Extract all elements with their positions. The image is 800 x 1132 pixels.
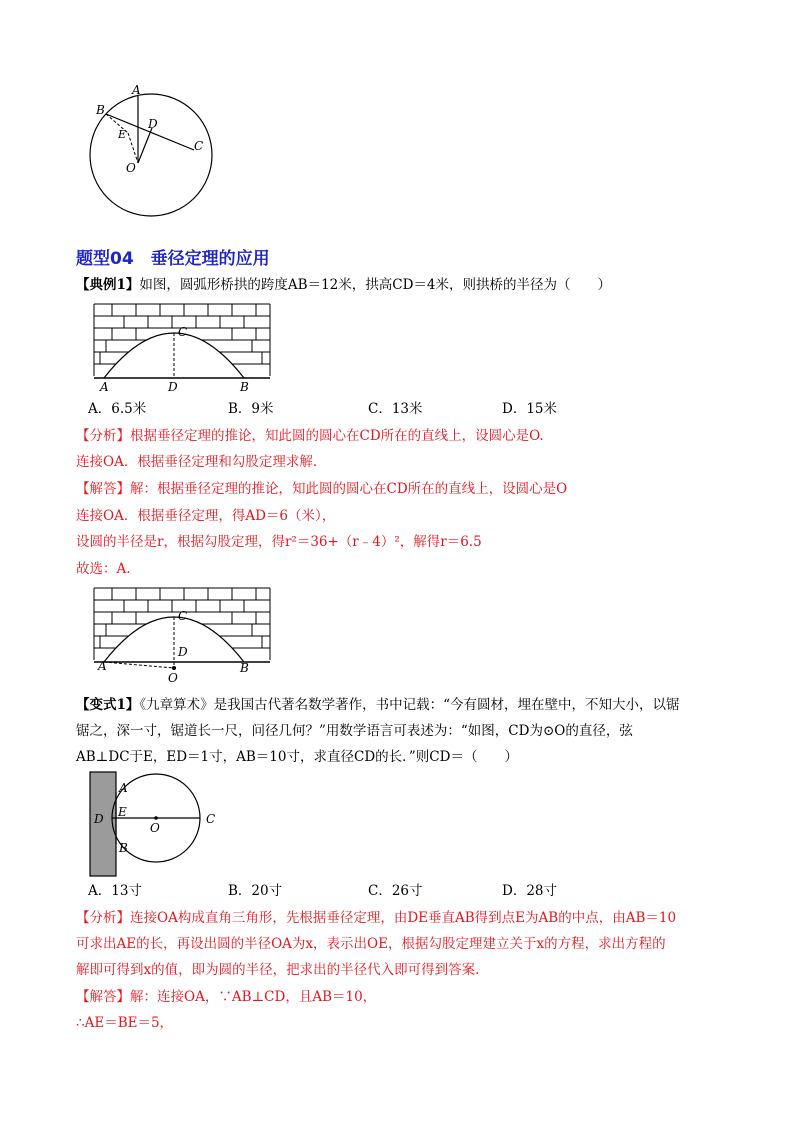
ex1-answer-line-3: 设圆的半径是r，根据勾股定理，得r²＝36+（r﹣4）²，解得r＝6.5: [76, 534, 482, 550]
var1-tag: 【变式1】: [76, 697, 140, 713]
var1-analysis-line-1: [76, 909, 676, 927]
top-circle-figure: [86, 80, 216, 220]
circle: [90, 94, 212, 216]
label-o: O: [168, 671, 178, 684]
ex1-option-c: C．13米: [368, 401, 423, 417]
label-c: C: [178, 609, 188, 623]
ex1-analysis-tag: 【分析】: [76, 428, 130, 444]
var1-question-1: 《九章算术》是我国古代著名数学著作，书中记载：“今有圆材，埋在壁中，不知大小，以锯: [139, 697, 680, 713]
label-c: C: [206, 812, 216, 826]
var1-question-line-1: [76, 696, 680, 714]
ex1-answer-tag: 【解答】: [76, 481, 130, 497]
label-d: D: [168, 380, 178, 394]
label-a: A: [100, 380, 109, 394]
label-a: A: [132, 83, 141, 97]
var1-option-b: B．20寸: [228, 883, 283, 899]
label-c: C: [194, 139, 204, 153]
label-o: O: [150, 821, 160, 835]
wall-circle-figure: [88, 770, 238, 878]
var1-analysis-line-3: 解即可得到x的值，即为圆的半径，把求出的半径代入即可得到答案.: [76, 962, 480, 978]
ex1-answer-1: 解：根据垂径定理的推论，知此圆的圆心在CD所在的直线上，设圆心是O: [130, 481, 568, 497]
label-d: D: [94, 812, 104, 826]
label-b: B: [96, 103, 105, 117]
ex1-option-a: A．6.5米: [88, 401, 147, 417]
var1-option-a: A．13寸: [88, 883, 142, 899]
point-o: [154, 816, 158, 820]
ex1-analysis-1: 根据垂径定理的推论，知此圆的圆心在CD所在的直线上，设圆心是O.: [130, 428, 544, 444]
ex1-analysis-line-2: 连接OA．根据垂径定理和勾股定理求解.: [76, 454, 318, 470]
segment-ao: [104, 662, 174, 668]
ex1-analysis-line-1: [76, 427, 544, 445]
var1-question-line-2: 锯之，深一寸，锯道长一尺，问径几何？”用数学语言可表述为：“如图，CD为⊙O的直径，弦: [76, 723, 633, 739]
var1-analysis-line-2: 可求出AE的长，再设出圆的半径OA为x，表示出OE，根据勾股定理建立关于x的方程，求出方程的: [76, 936, 666, 952]
var1-answer-line-2: ∴AE＝BE＝5，: [76, 1015, 174, 1031]
section-heading: 题型04 垂径定理的应用: [76, 249, 270, 269]
label-d: D: [148, 117, 158, 131]
label-c: C: [178, 325, 188, 339]
var1-answer-line-1: [76, 988, 376, 1006]
label-e: E: [118, 805, 127, 819]
var1-analysis-tag: 【分析】: [76, 910, 130, 926]
label-e: E: [118, 128, 127, 141]
segment-eo: [128, 133, 138, 163]
bridge-figure-2: [92, 586, 272, 684]
var1-question-line-3: AB⊥DC于E，ED＝1寸，AB＝10寸，求直径CD的长．”则CD＝（ ）: [76, 749, 518, 765]
label-a: A: [98, 659, 107, 673]
label-d: D: [178, 645, 188, 659]
var1-option-d: D．28寸: [502, 883, 558, 899]
point-o: [172, 666, 176, 670]
ex1-tag: 【典例1】: [76, 277, 140, 293]
ex1-question-line: [76, 276, 611, 294]
label-a: A: [119, 781, 128, 795]
var1-analysis-1: 连接OA构成直角三角形，先根据垂径定理，由DE垂直AB得到点E为AB的中点，由AB＝10: [130, 910, 677, 926]
ex1-answer-line-1: [76, 480, 567, 498]
label-b: B: [119, 841, 128, 855]
var1-answer-tag: 【解答】: [76, 989, 130, 1005]
var1-answer-1: 解：连接OA，∵AB⊥CD，且AB＝10，: [130, 989, 377, 1005]
ex1-question: 如图，圆弧形桥拱的跨度AB＝12米，拱高CD＝4米，则拱桥的半径为（ ）: [139, 277, 611, 293]
segment-od: [138, 128, 152, 163]
ex1-answer-line-4: 故选：A.: [76, 561, 131, 577]
bridge-figure-1: [92, 302, 272, 394]
label-b: B: [240, 380, 249, 394]
ex1-answer-line-2: 连接OA．根据垂径定理，得AD＝6（米），: [76, 508, 336, 524]
ex1-option-d: D．15米: [502, 401, 558, 417]
label-b: B: [240, 661, 249, 675]
var1-option-c: C．26寸: [368, 883, 423, 899]
label-o: O: [126, 161, 136, 175]
ex1-option-b: B．9米: [228, 401, 274, 417]
